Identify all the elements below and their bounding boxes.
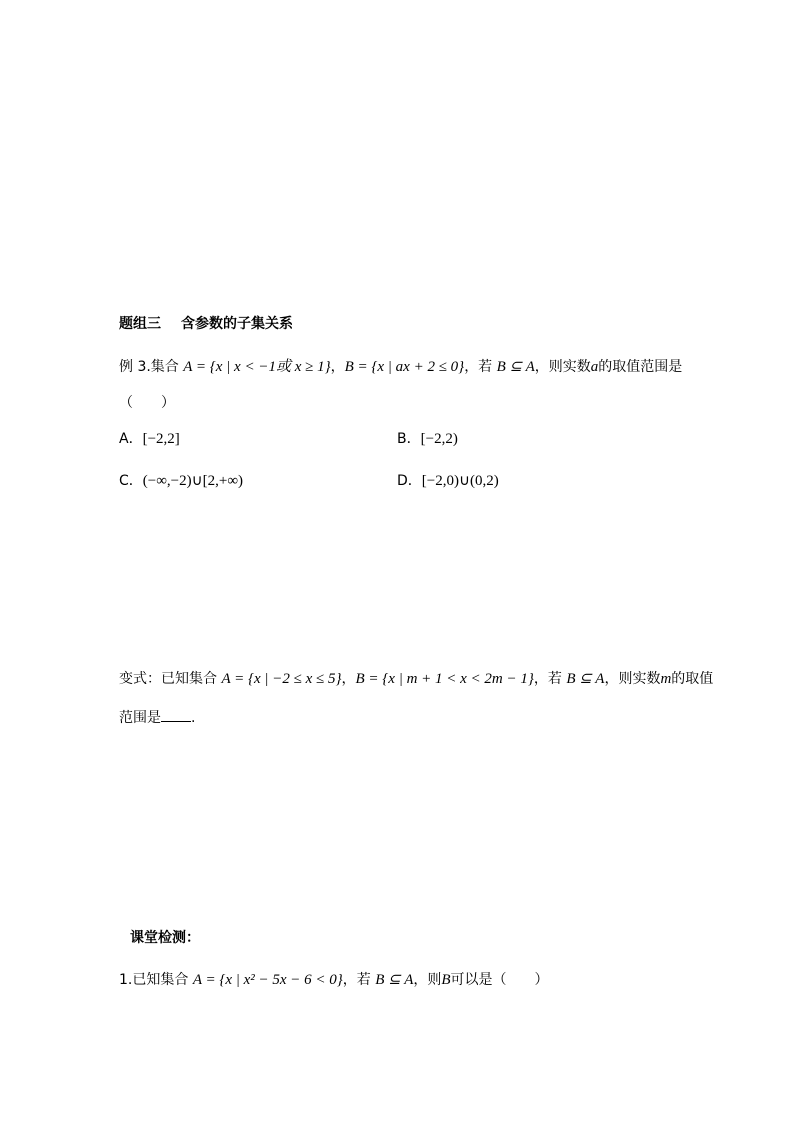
variant-condition-pre: ，若 <box>533 671 567 687</box>
option-c-label: C． <box>119 473 143 489</box>
variant-sep: ， <box>341 671 356 687</box>
section-subtitle: 含参数的子集关系 <box>181 316 293 332</box>
variant-set-b: B = {x | m + 1 < x < 2m − 1} <box>355 671 534 687</box>
variant-question <box>119 669 713 689</box>
variant-condition-post: ，则实数 <box>604 671 661 687</box>
variant-end: . <box>191 710 196 726</box>
example3-paren: （ ） <box>119 395 175 411</box>
variant-ask: 的取值 <box>671 671 714 687</box>
check-q1 <box>119 970 549 990</box>
example3-sep: ， <box>330 359 345 375</box>
example3-set-b: B = {x | ax + 2 ≤ 0} <box>344 359 465 375</box>
option-a <box>119 429 180 449</box>
section-heading <box>119 314 293 334</box>
example3-question <box>119 357 682 377</box>
variant-param: m <box>660 671 672 687</box>
option-d <box>397 471 499 491</box>
option-a-label: A． <box>119 431 143 447</box>
example3-condition: B ⊆ A <box>496 359 535 375</box>
variant-line2 <box>119 707 195 728</box>
q1-condition-pre: ，若 <box>342 972 376 988</box>
example3-ask: 的取值范围是 <box>598 359 683 375</box>
example3-param: a <box>590 359 599 375</box>
example3-set-a: A = {x | x < −1或 x ≥ 1} <box>183 359 331 375</box>
answer-blank[interactable] <box>161 707 191 722</box>
option-d-label: D． <box>397 473 422 489</box>
q1-var: B <box>441 972 451 988</box>
q1-prefix: 1.已知集合 <box>119 972 193 988</box>
option-b <box>397 429 458 449</box>
q1-set-a: A = {x | x² − 5x − 6 < 0} <box>192 972 343 988</box>
variant-set-a: A = {x | −2 ≤ x ≤ 5} <box>221 671 342 687</box>
q1-end: 可以是（ ） <box>450 972 549 988</box>
variant-range-text: 范围是 <box>119 710 161 726</box>
option-a-value: [−2,2] <box>142 431 180 447</box>
q1-condition: B ⊆ A <box>375 972 414 988</box>
option-b-label: B． <box>397 431 421 447</box>
section-title: 题组三 <box>119 316 161 332</box>
example3-condition-post: ，则实数 <box>534 359 591 375</box>
variant-prefix: 变式：已知集合 <box>119 671 222 687</box>
option-c-value: (−∞,−2)∪[2,+∞) <box>142 473 244 489</box>
option-c <box>119 471 243 491</box>
q1-mid: ，则 <box>413 972 442 988</box>
option-b-value: [−2,2) <box>420 431 458 447</box>
option-d-value: [−2,0)∪(0,2) <box>421 473 499 489</box>
example3-prefix: 例 3.集合 <box>119 359 184 375</box>
example3-condition-pre: ，若 <box>464 359 497 375</box>
variant-condition: B ⊆ A <box>566 671 605 687</box>
check-title: 课堂检测： <box>130 930 200 946</box>
